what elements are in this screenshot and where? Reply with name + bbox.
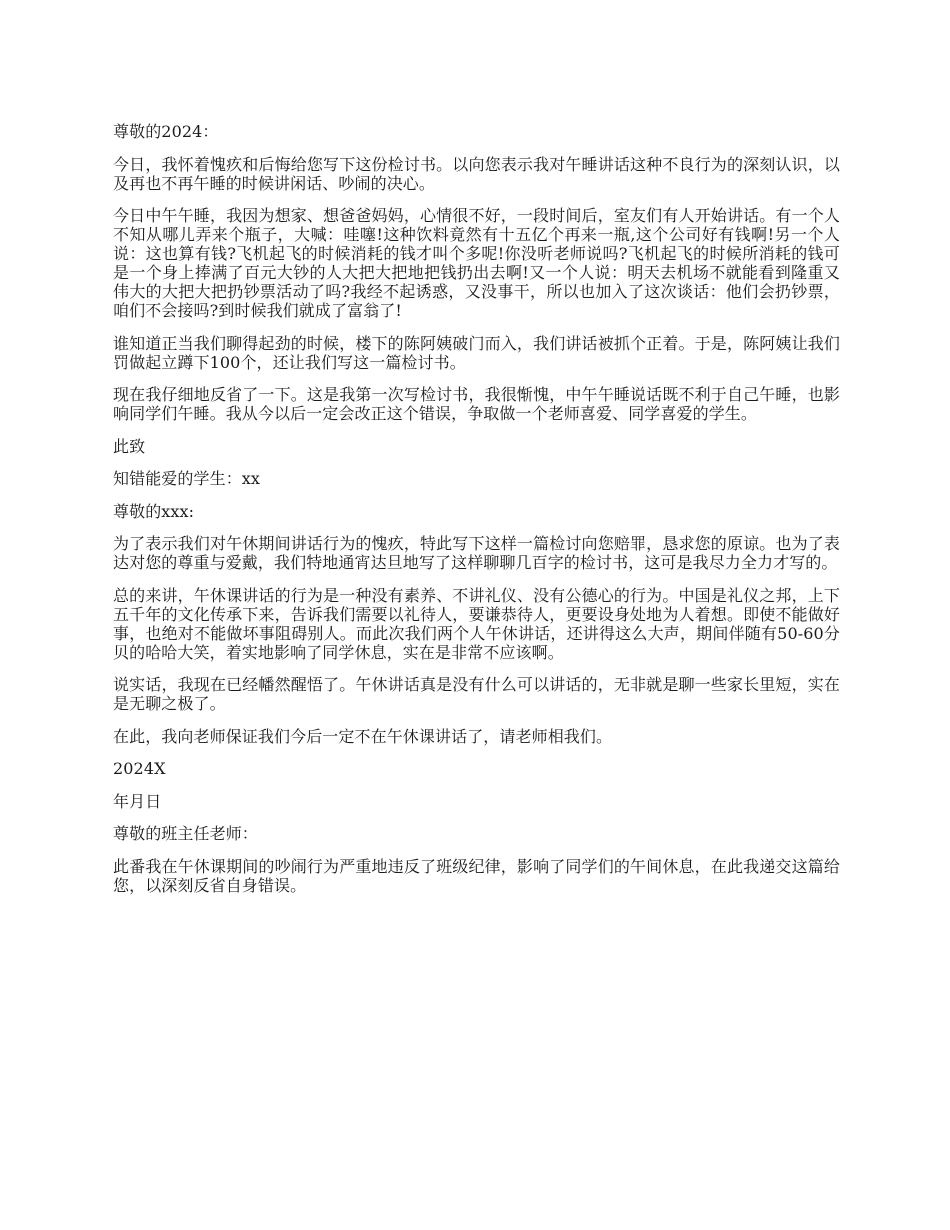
- paragraph-intro-2: 为了表示我们对午休期间讲话行为的愧疚，特此写下这样一篇检讨向您赔罪，恳求您的原谅。也为了表达对您的尊重与爱戴，我们特地通宵达旦地写了这样聊聊几百字的检讨书，这可是我尽力全力才写的。: [113, 534, 840, 572]
- date-placeholder: 年月日: [113, 791, 162, 811]
- paragraph-promise: 在此，我向老师保证我们今后一定不在午休课讲话了，请老师相我们。: [113, 726, 613, 746]
- salutation-2: 尊敬的xxx:: [113, 501, 195, 521]
- paragraph-etiquette: 总的来讲，午休课讲话的行为是一种没有素养、不讲礼仪、没有公德心的行为。中国是礼仪之邦，上下五千年的文化传承下来，告诉我们需要以礼待人，要谦恭待人，更要设身处地为人着想。即使不能做好事，也绝对不能做坏事阻碍别人。而此次我们两个人午休讲话，还讲得这么大声，期间伴随有50-60分贝的哈哈大笑，着实地影响了同学休息，实在是非常不应该啊。: [113, 585, 840, 662]
- paragraph-caught: 谁知道正当我们聊得起劲的时候，楼下的陈阿姨破门而入，我们讲话被抓个正着。于是，陈阿姨让我们罚做起立蹲下100个，还让我们写这一篇检讨书。: [113, 333, 840, 372]
- paragraph-intro-1: 今日，我怀着愧疚和后悔给您写下这份检讨书。以向您表示我对午睡讲话这种不良行为的深刻认识，以及再也不再午睡的时候讲闲话、吵闹的决心。: [113, 154, 840, 193]
- signature-1: 知错能爱的学生：xx: [113, 469, 261, 488]
- paragraph-intro-3: 此番我在午休课期间的吵闹行为严重地违反了班级纪律，影响了同学们的午间休息，在此我递交这篇给您，以深刻反省自身错误。: [113, 856, 840, 895]
- salutation-3: 尊敬的班主任老师：: [113, 824, 258, 843]
- paragraph-story: 今日中午午睡，我因为想家、想爸爸妈妈，心情很不好，一段时间后，室友们有人开始讲话。有一个人不知从哪儿弄来个瓶子，大喊：哇噻!这种饮料竟然有十五亿个再来一瓶,这个公司好有钱啊!另一个人说：这也算有钱?飞机起飞的时候消耗的钱才叫个多呢!你没听老师说吗?飞机起飞的时候所消耗的钱可是一个身上捧满了百元大钞的人大把大把地把钱扔出去啊!又一个人说：明天去机场不就能看到隆重又伟大的大把大把扔钞票活动了吗?我经不起诱惑，又没事干，所以也加入了这次谈话：他们会扔钞票，咱们不会接吗?到时候我们就成了富翁了!: [113, 206, 840, 320]
- date-year: 2024X: [113, 759, 166, 778]
- paragraph-realization: 说实话，我现在已经幡然醒悟了。午休讲话真是没有什么可以讲话的，无非就是聊一些家长里短，实在是无聊之极了。: [113, 675, 840, 713]
- paragraph-reflection-1: 现在我仔细地反省了一下。这是我第一次写检讨书，我很惭愧，中午午睡说话既不利于自己午睡，也影响同学们午睡。我从今以后一定会改正这个错误，争取做一个老师喜爱、同学喜爱的学生。: [113, 385, 840, 423]
- closing-greeting: 此致: [113, 436, 146, 456]
- salutation-1: 尊敬的2024：: [113, 122, 219, 141]
